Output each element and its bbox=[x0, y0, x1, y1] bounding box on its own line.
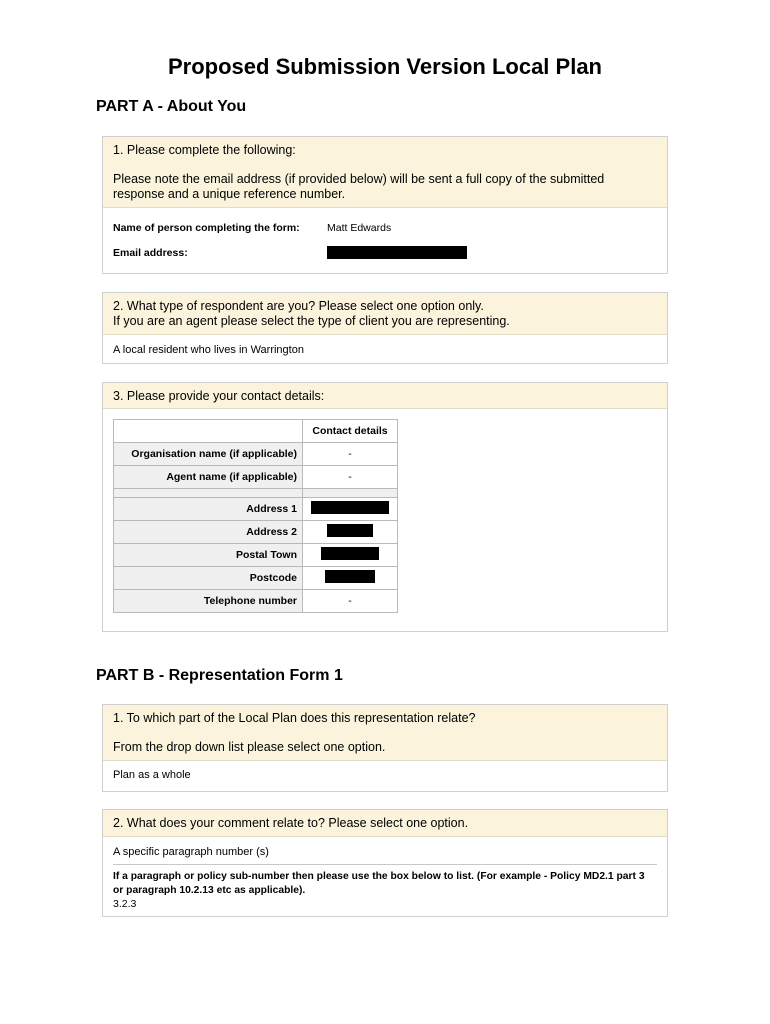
row-label: Postcode bbox=[114, 567, 303, 590]
table-row bbox=[114, 521, 398, 544]
row-value bbox=[303, 544, 398, 567]
email-redaction bbox=[327, 246, 467, 259]
paragraph-value: 3.2.3 bbox=[113, 898, 137, 910]
table-corner-cell bbox=[114, 420, 303, 443]
postcode-redaction bbox=[325, 570, 375, 583]
question-header bbox=[103, 293, 667, 335]
row-label: Address 1 bbox=[114, 498, 303, 521]
row-label: Postal Town bbox=[114, 544, 303, 567]
table-row bbox=[114, 590, 398, 613]
row-value: - bbox=[303, 443, 398, 466]
question-sub: From the drop down list please select one option. bbox=[113, 740, 386, 754]
question-text-2: If you are an agent please select the type of client you are representing. bbox=[113, 314, 510, 328]
page-title: Proposed Submission Version Local Plan bbox=[168, 54, 602, 79]
question-box-b1 bbox=[102, 704, 668, 792]
table-row bbox=[114, 466, 398, 489]
instruction-text: If a paragraph or policy sub-number then please use the box below to list. (For example - Policy MD2.1 part 3 or paragraph 10.2.13 etc as applicable). bbox=[113, 871, 645, 896]
question-text: 1. Please complete the following: bbox=[113, 143, 296, 157]
question-header bbox=[103, 137, 667, 208]
answer-text: Plan as a whole bbox=[113, 769, 191, 781]
row-label: Agent name (if applicable) bbox=[114, 466, 303, 489]
question-box-b2 bbox=[102, 809, 668, 917]
question-box-a3 bbox=[102, 382, 668, 632]
question-box-a2 bbox=[102, 292, 668, 364]
address-2-redaction bbox=[327, 524, 373, 537]
row-value bbox=[303, 521, 398, 544]
answer-text: A specific paragraph number (s) bbox=[113, 846, 269, 858]
column-header: Contact details bbox=[303, 420, 398, 443]
address-1-redaction bbox=[311, 501, 389, 514]
part-a-heading: PART A - About You bbox=[96, 98, 247, 115]
name-row bbox=[113, 222, 657, 234]
email-row bbox=[113, 246, 657, 259]
email-label: Email address: bbox=[113, 246, 188, 259]
table-row bbox=[114, 498, 398, 521]
postal-town-redaction bbox=[321, 547, 379, 560]
row-label: Organisation name (if applicable) bbox=[114, 443, 303, 466]
question-header bbox=[103, 810, 667, 837]
divider bbox=[113, 864, 657, 865]
row-label: Address 2 bbox=[114, 521, 303, 544]
contact-details-table bbox=[113, 419, 398, 613]
table-row bbox=[114, 443, 398, 466]
answer-text: A local resident who lives in Warrington bbox=[113, 344, 304, 356]
question-box-a1 bbox=[102, 136, 668, 274]
table-row bbox=[114, 567, 398, 590]
table-header-row bbox=[114, 420, 398, 443]
question-text: 2. What does your comment relate to? Please select one option. bbox=[113, 816, 469, 830]
question-text: 3. Please provide your contact details: bbox=[113, 389, 325, 403]
question-text: 1. To which part of the Local Plan does this representation relate? bbox=[113, 711, 476, 725]
table-row bbox=[114, 544, 398, 567]
part-b-heading: PART B - Representation Form 1 bbox=[96, 667, 343, 684]
question-note: Please note the email address (if provided below) will be sent a full copy of the submitted response and a unique reference number. bbox=[113, 172, 605, 201]
table-separator-row bbox=[114, 489, 398, 498]
row-value bbox=[303, 498, 398, 521]
row-value bbox=[303, 567, 398, 590]
question-header bbox=[103, 705, 667, 761]
row-value: - bbox=[303, 590, 398, 613]
question-text: 2. What type of respondent are you? Please select one option only. bbox=[113, 299, 484, 313]
row-value: - bbox=[303, 466, 398, 489]
name-value: Matt Edwards bbox=[327, 222, 392, 234]
row-label: Telephone number bbox=[114, 590, 303, 613]
question-header bbox=[103, 383, 667, 409]
name-label: Name of person completing the form: bbox=[113, 222, 300, 234]
